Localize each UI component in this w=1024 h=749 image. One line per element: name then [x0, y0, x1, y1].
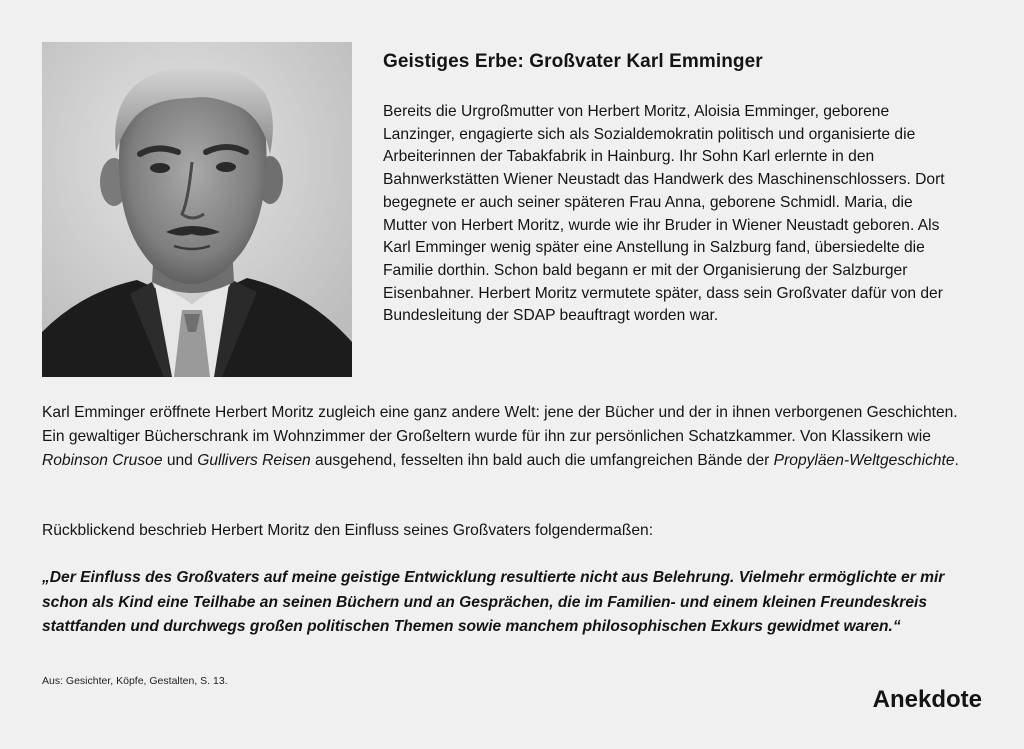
book-title-propylaeen: Propyläen-Weltgeschichte — [773, 452, 955, 469]
intro-quote-paragraph: Rückblickend beschrieb Herbert Moritz den Einfluss seines Großvaters folgendermaßen: — [42, 522, 654, 539]
books-text-3: ausgehend, fesselten ihn bald auch die umfangreichen Bände der — [310, 452, 774, 469]
category-tag: Anekdote — [872, 686, 982, 713]
book-title-robinson: Robinson Crusoe — [42, 452, 163, 469]
quote-block: „Der Einfluss des Großvaters auf meine geistige Entwicklung resultierte nicht aus Belehrung. Vielmehr ermöglichte er mir schon als Kind eine Teilhabe an seinen Büchern und an Gesprächen, die im Familien- und einem kleinen Freundeskreis stattfanden und durchwegs großen politischen Themen sowie manchem philosophischen Exkurs gewidmet waren.“ — [42, 569, 945, 635]
article-title: Geistiges Erbe: Großvater Karl Emminger — [383, 51, 763, 72]
book-title-gulliver: Gullivers Reisen — [197, 452, 311, 469]
books-text-4: . — [954, 452, 959, 469]
source-citation: Aus: Gesichter, Köpfe, Gestalten, S. 13. — [42, 675, 228, 687]
portrait-illustration — [42, 42, 352, 377]
books-text-2: und — [162, 452, 198, 469]
books-paragraph — [42, 401, 972, 473]
bio-paragraph: Bereits die Urgroßmutter von Herbert Moritz, Aloisia Emminger, geborene Lanzinger, engagierte sich als Sozialdemokratin politisch und organisierte die Arbeiterinnen der Tabakfabrik in Hainburg. Ihr Sohn Karl erlernte in den Bahnwerkstätten Wiener Neustadt das Handwerk des Maschinenschlossers. Dort begegnete er auch seiner späteren Frau Anna, geborene Schmidl. Maria, die Mutter von Herbert Moritz, wurde wie ihr Bruder in Wiener Neustadt geboren. Als Karl Emminger wenig später eine Anstellung in Salzburg fand, übersiedelte die Familie dorthin. Schon bald begann er mit der Organisierung der Salzburger Eisenbahner. Herbert Moritz vermutete später, dass sein Großvater dafür von der Bundesleitung der SDAP beauftragt worden war. — [383, 103, 945, 325]
books-text-1: Karl Emminger eröffnete Herbert Moritz zugleich eine ganz andere Welt: jene der Bücher und der in ihnen verborgenen Geschichten. Ein gewaltiger Bücherschrank im Wohnzimmer der Großeltern wurde für ihn zur persönlichen Schatzkammer. Von Klassikern wie — [42, 404, 958, 445]
portrait-photo — [42, 42, 352, 377]
